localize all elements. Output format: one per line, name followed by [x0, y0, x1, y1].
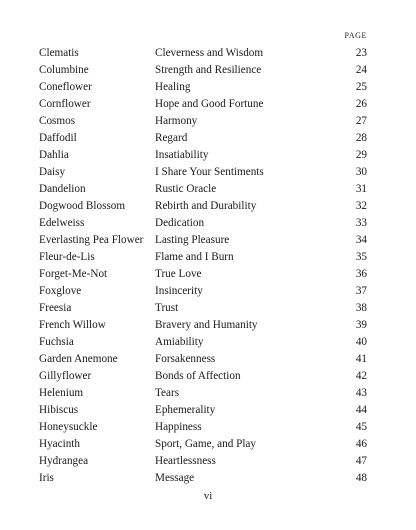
toc-entry — [39, 266, 367, 283]
toc-entry — [39, 45, 367, 62]
flower-name: Helenium — [39, 387, 84, 399]
page-number: 30 — [355, 166, 367, 178]
flower-meaning: I Share Your Sentiments — [155, 166, 264, 178]
toc-entry — [39, 351, 367, 368]
toc-entry — [39, 232, 367, 249]
page-number: 43 — [355, 387, 367, 399]
toc-entry — [39, 300, 367, 317]
flower-meaning: Sport, Game, and Play — [155, 438, 256, 450]
toc-entry — [39, 96, 367, 113]
toc-entry — [39, 419, 367, 436]
toc-entry — [39, 147, 367, 164]
flower-meaning: Happiness — [155, 421, 202, 433]
toc-entry — [39, 453, 367, 470]
page-number: 46 — [355, 438, 367, 450]
flower-meaning: Strength and Resilience — [155, 64, 262, 76]
page-number: 44 — [355, 404, 367, 416]
flower-meaning: Healing — [155, 81, 191, 93]
flower-name: Garden Anemone — [39, 353, 118, 365]
flower-name: Clematis — [39, 47, 79, 59]
page-number: 32 — [355, 200, 367, 212]
page-number-footer: vi — [203, 490, 213, 502]
flower-name: Forget-Me-Not — [39, 268, 108, 280]
toc-entry — [39, 402, 367, 419]
toc-entry — [39, 79, 367, 96]
page-number: 48 — [355, 472, 367, 484]
flower-meaning: Rebirth and Durability — [155, 200, 257, 212]
flower-name: Foxglove — [39, 285, 82, 297]
toc-entry — [39, 317, 367, 334]
table-of-contents — [39, 45, 367, 487]
flower-name: French Willow — [39, 319, 106, 331]
flower-meaning: Trust — [155, 302, 179, 314]
page-number: 40 — [355, 336, 367, 348]
flower-name: Fleur-de-Lis — [39, 251, 95, 263]
toc-entry — [39, 62, 367, 79]
flower-name: Dogwood Blossom — [39, 200, 126, 212]
page-number: 27 — [355, 115, 367, 127]
toc-entry — [39, 215, 367, 232]
page-number: 36 — [355, 268, 367, 280]
flower-name: Columbine — [39, 64, 89, 76]
flower-name: Hibiscus — [39, 404, 79, 416]
page-number: 42 — [355, 370, 367, 382]
toc-entry — [39, 334, 367, 351]
flower-meaning: Flame and I Burn — [155, 251, 234, 263]
flower-meaning: Bravery and Humanity — [155, 319, 258, 331]
flower-name: Edelweiss — [39, 217, 85, 229]
toc-entry — [39, 198, 367, 215]
page-number: 39 — [355, 319, 367, 331]
flower-meaning: Message — [155, 472, 195, 484]
flower-meaning: Heartlessness — [155, 455, 216, 467]
flower-name: Hydrangea — [39, 455, 89, 467]
flower-meaning: True Love — [155, 268, 202, 280]
page-number: 47 — [355, 455, 367, 467]
flower-meaning: Regard — [155, 132, 188, 144]
flower-meaning: Tears — [155, 387, 180, 399]
flower-name: Daisy — [39, 166, 66, 178]
flower-name: Iris — [39, 472, 54, 484]
flower-name: Everlasting Pea Flower — [39, 234, 144, 246]
page-number: 35 — [355, 251, 367, 263]
flower-meaning: Rustic Oracle — [155, 183, 217, 195]
flower-name: Cornflower — [39, 98, 91, 110]
page-number: 25 — [355, 81, 367, 93]
toc-entry — [39, 249, 367, 266]
flower-name: Coneflower — [39, 81, 92, 93]
page-number: 33 — [355, 217, 367, 229]
flower-name: Freesia — [39, 302, 72, 314]
flower-meaning: Ephemerality — [155, 404, 216, 416]
flower-name: Dandelion — [39, 183, 86, 195]
toc-entry — [39, 113, 367, 130]
page-number: 26 — [355, 98, 367, 110]
flower-name: Honeysuckle — [39, 421, 98, 433]
flower-name: Gillyflower — [39, 370, 92, 382]
flower-name: Cosmos — [39, 115, 76, 127]
toc-entry — [39, 470, 367, 487]
toc-entry — [39, 385, 367, 402]
page-number: 38 — [355, 302, 367, 314]
flower-meaning: Cleverness and Wisdom — [155, 47, 264, 59]
flower-name: Dahlia — [39, 149, 69, 161]
page-number: 45 — [355, 421, 367, 433]
flower-name: Hyacinth — [39, 438, 81, 450]
flower-meaning: Bonds of Affection — [155, 370, 241, 382]
page-number: 28 — [355, 132, 367, 144]
page-number: 31 — [355, 183, 367, 195]
page-number: 24 — [355, 64, 367, 76]
toc-entry — [39, 283, 367, 300]
flower-meaning: Insincerity — [155, 285, 203, 297]
page-number: 29 — [355, 149, 367, 161]
flower-meaning: Forsakenness — [155, 353, 216, 365]
page-number: 23 — [355, 47, 367, 59]
toc-entry — [39, 164, 367, 181]
page-number: 37 — [355, 285, 367, 297]
flower-meaning: Lasting Pleasure — [155, 234, 230, 246]
toc-entry — [39, 368, 367, 385]
page-number: 41 — [355, 353, 367, 365]
flower-meaning: Dedication — [155, 217, 205, 229]
toc-entry — [39, 181, 367, 198]
toc-entry — [39, 436, 367, 453]
flower-meaning: Amiability — [155, 336, 204, 348]
flower-name: Daffodil — [39, 132, 77, 144]
flower-meaning: Hope and Good Fortune — [155, 98, 264, 110]
flower-meaning: Harmony — [155, 115, 198, 127]
page-number: 34 — [355, 234, 367, 246]
toc-entry — [39, 130, 367, 147]
flower-name: Fuchsia — [39, 336, 74, 348]
flower-meaning: Insatiability — [155, 149, 209, 161]
page-column-header: PAGE — [344, 31, 367, 40]
